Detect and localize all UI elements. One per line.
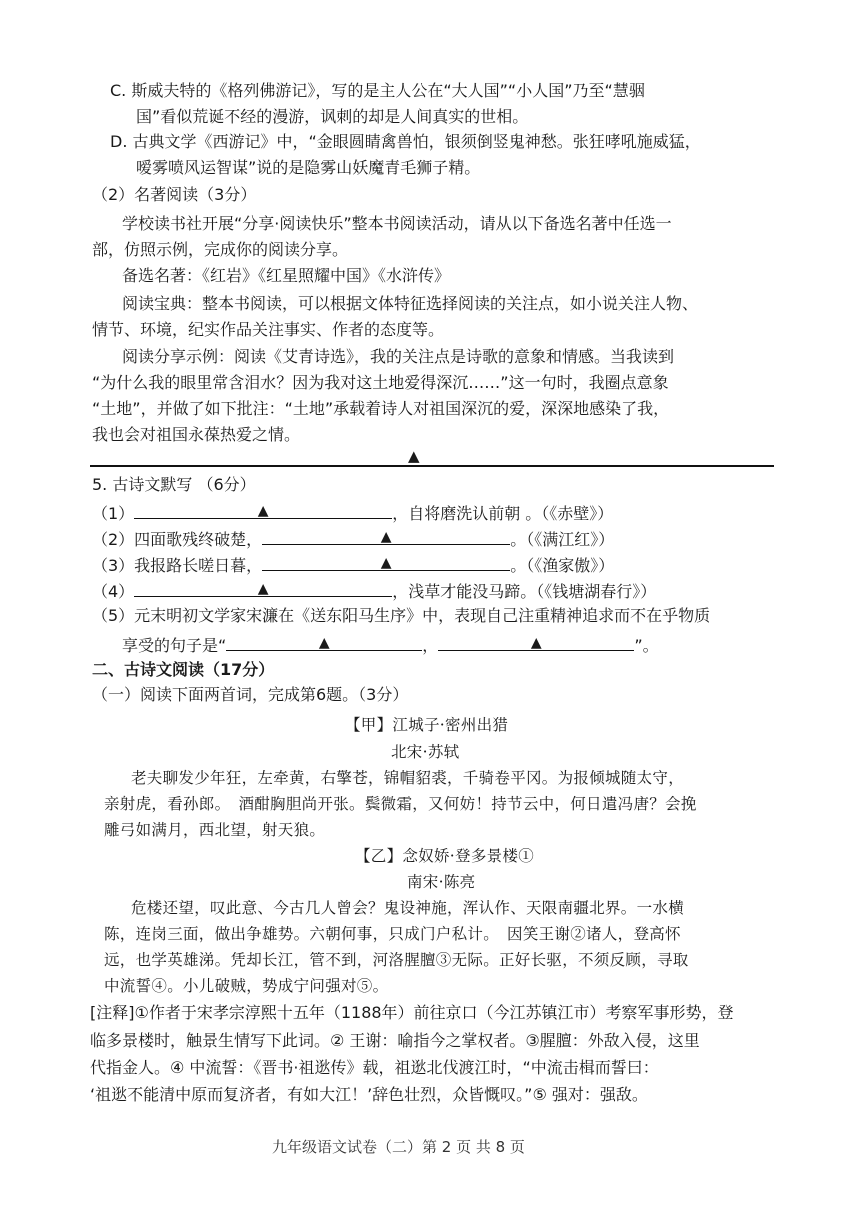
reading-example-line1: 阅读分享示例：阅读《艾青诗选》，我的关注点是诗歌的意象和情感。当我读到 [122, 347, 675, 366]
notes-line4: ‘祖逖不能清中原而复济者，有如大江！’辞色壮烈，众皆慨叹。”⑤ 强对：强敌。 [90, 1085, 648, 1104]
blank-marker-icon: ▲ [318, 635, 330, 651]
q3-answer-blank[interactable] [262, 552, 510, 571]
dictation-q2 [92, 526, 614, 551]
blank-marker-icon: ▲ [257, 581, 269, 597]
reading-intro-line1: 学校读书社开展“分享·阅读快乐”整本书阅读活动，请从以下备选名著中任选一 [122, 214, 672, 233]
q4-text: ，浅草才能没马蹄。（《钱塘湖春行》） [392, 582, 657, 601]
q3-text-tail: 。（《渔家傲》） [510, 556, 615, 575]
reading-example-line3: “土地”，并做了如下批注：“土地”承载着诗人对祖国深沉的爱，深深地感染了我， [92, 399, 670, 418]
answer-line[interactable] [90, 465, 774, 467]
reading-tips-line2: 情节、环境，纪实作品关注事实、作者的态度等。 [92, 320, 445, 339]
section2-subheading: （一）阅读下面两首词，完成第6题。（3分） [92, 685, 409, 704]
poem-b-line1: 危楼还望，叹此意、今古几人曾会？鬼设神施，浑认作、天限南疆北界。一水横 [131, 899, 685, 917]
dictation-q3 [92, 552, 614, 577]
poem-a-line3: 雕弓如满月，西北望，射天狼。 [104, 821, 326, 839]
q5-text-head: 享受的句子是“ [122, 636, 227, 655]
q4-number: （4） [92, 582, 135, 601]
dictation-q5-line2 [122, 632, 659, 657]
q4-answer-blank[interactable] [134, 578, 392, 597]
option-c-line1: C. 斯威夫特的《格列佛游记》，写的是主人公在“大人国”“小人国”乃至“慧骃 [110, 81, 645, 100]
notes-line1: [注释]①作者于宋孝宗淳熙十五年（1188年）前往京口（今江苏镇江市）考察军事形势，登 [90, 1003, 734, 1022]
poem-a-author: 北宋·苏轼 [391, 743, 460, 761]
reading-example-line4: 我也会对祖国永葆热爱之情。 [92, 425, 301, 444]
poem-a-line2: 亲射虎，看孙郎。 酒酣胸胆尚开张。鬓微霜，又何妨！持节云中，何日遣冯唐？会挽 [104, 795, 697, 813]
option-c-line2: 国”看似荒诞不经的漫游，讽刺的却是人间真实的世相。 [136, 107, 529, 126]
dictation-q4 [92, 578, 656, 603]
notes-line3: 代指金人。④ 中流誓：《晋书·祖逖传》载，祖逖北伐渡江时，“中流击楫而誓曰： [90, 1058, 659, 1077]
poem-b-line3: 远，也学英雄涕。凭却长江，管不到，河洛腥膻③无际。正好长驱，不须反顾，寻取 [104, 951, 689, 969]
blank-marker-icon: ▲ [257, 503, 269, 519]
q2-answer-blank[interactable] [262, 526, 510, 545]
reading-book-list: 备选名著：《红岩》《红星照耀中国》《水浒传》 [122, 266, 451, 285]
q5-comma: ， [422, 636, 439, 655]
option-d-line2: 嗳雾喷风运智谋”说的是隐雾山妖魔青毛狮子精。 [136, 158, 481, 177]
q1-answer-blank[interactable] [134, 500, 392, 519]
poem-b-line4: 中流誓④。小儿破贼，势成宁问强对⑤。 [104, 977, 389, 995]
page-footer: 九年级语文试卷（二）第 2 页 共 8 页 [272, 1138, 525, 1156]
dictation-heading: 5. 古诗文默写 （6分） [92, 475, 256, 494]
q3-text-head: （3）我报路长嗟日暮， [92, 556, 263, 575]
reading-example-line2: “为什么我的眼里常含泪水？因为我对这土地爱得深沉……”这一句时，我圈点意象 [92, 373, 669, 392]
reading-intro-line2: 部，仿照示例，完成你的阅读分享。 [92, 240, 349, 259]
blank-marker-icon: ▲ [380, 555, 392, 571]
poem-b-title: 【乙】念奴娇·登多景楼① [355, 847, 535, 865]
reading-tips-line1: 阅读宝典：整本书阅读，可以根据文体特征选择阅读的关注点，如小说关注人物、 [122, 294, 699, 313]
q5-text-tail: ”。 [634, 636, 659, 655]
answer-marker-icon: ▲ [408, 447, 420, 465]
section2-heading: 二、古诗文阅读（17分） [92, 660, 275, 679]
blank-marker-icon: ▲ [380, 529, 392, 545]
q1-text: ，自将磨洗认前朝 。（《赤壁》） [392, 504, 614, 523]
q2-text-tail: 。（《满江红》） [510, 530, 615, 549]
dictation-q5-line1: （5）元末明初文学家宋濂在《送东阳马生序》中，表现自己注重精神追求而不在乎物质 [92, 606, 711, 625]
option-d-line1: D. 古典文学《西游记》中，“金眼圆睛禽兽怕，银须倒竖鬼神愁。张狂哮吼施威猛， [110, 132, 701, 151]
blank-marker-icon: ▲ [530, 635, 542, 651]
poem-b-line2: 陈，连岗三面，做出争雄势。六朝何事，只成门户私计。 因笑王谢②诸人，登高怀 [104, 925, 681, 943]
q1-number: （1） [92, 504, 135, 523]
dictation-q1 [92, 500, 613, 525]
reading-heading: （2）名著阅读（3分） [92, 185, 257, 204]
q5-answer-blank-2[interactable] [438, 632, 634, 651]
poem-a-title: 【甲】江城子·密州出猎 [345, 716, 509, 734]
poem-a-line1: 老夫聊发少年狂，左牵黄，右擎苍，锦帽貂裘，千骑卷平冈。为报倾城随太守， [131, 769, 685, 787]
poem-b-author: 南宋·陈亮 [407, 873, 476, 891]
notes-line2: 临多景楼时，触景生情写下此词。② 王谢：喻指今之掌权者。③腥膻：外敌入侵，这里 [90, 1031, 700, 1050]
q5-answer-blank-1[interactable] [226, 632, 422, 651]
q2-text-head: （2）四面歌残终破楚， [92, 530, 263, 549]
